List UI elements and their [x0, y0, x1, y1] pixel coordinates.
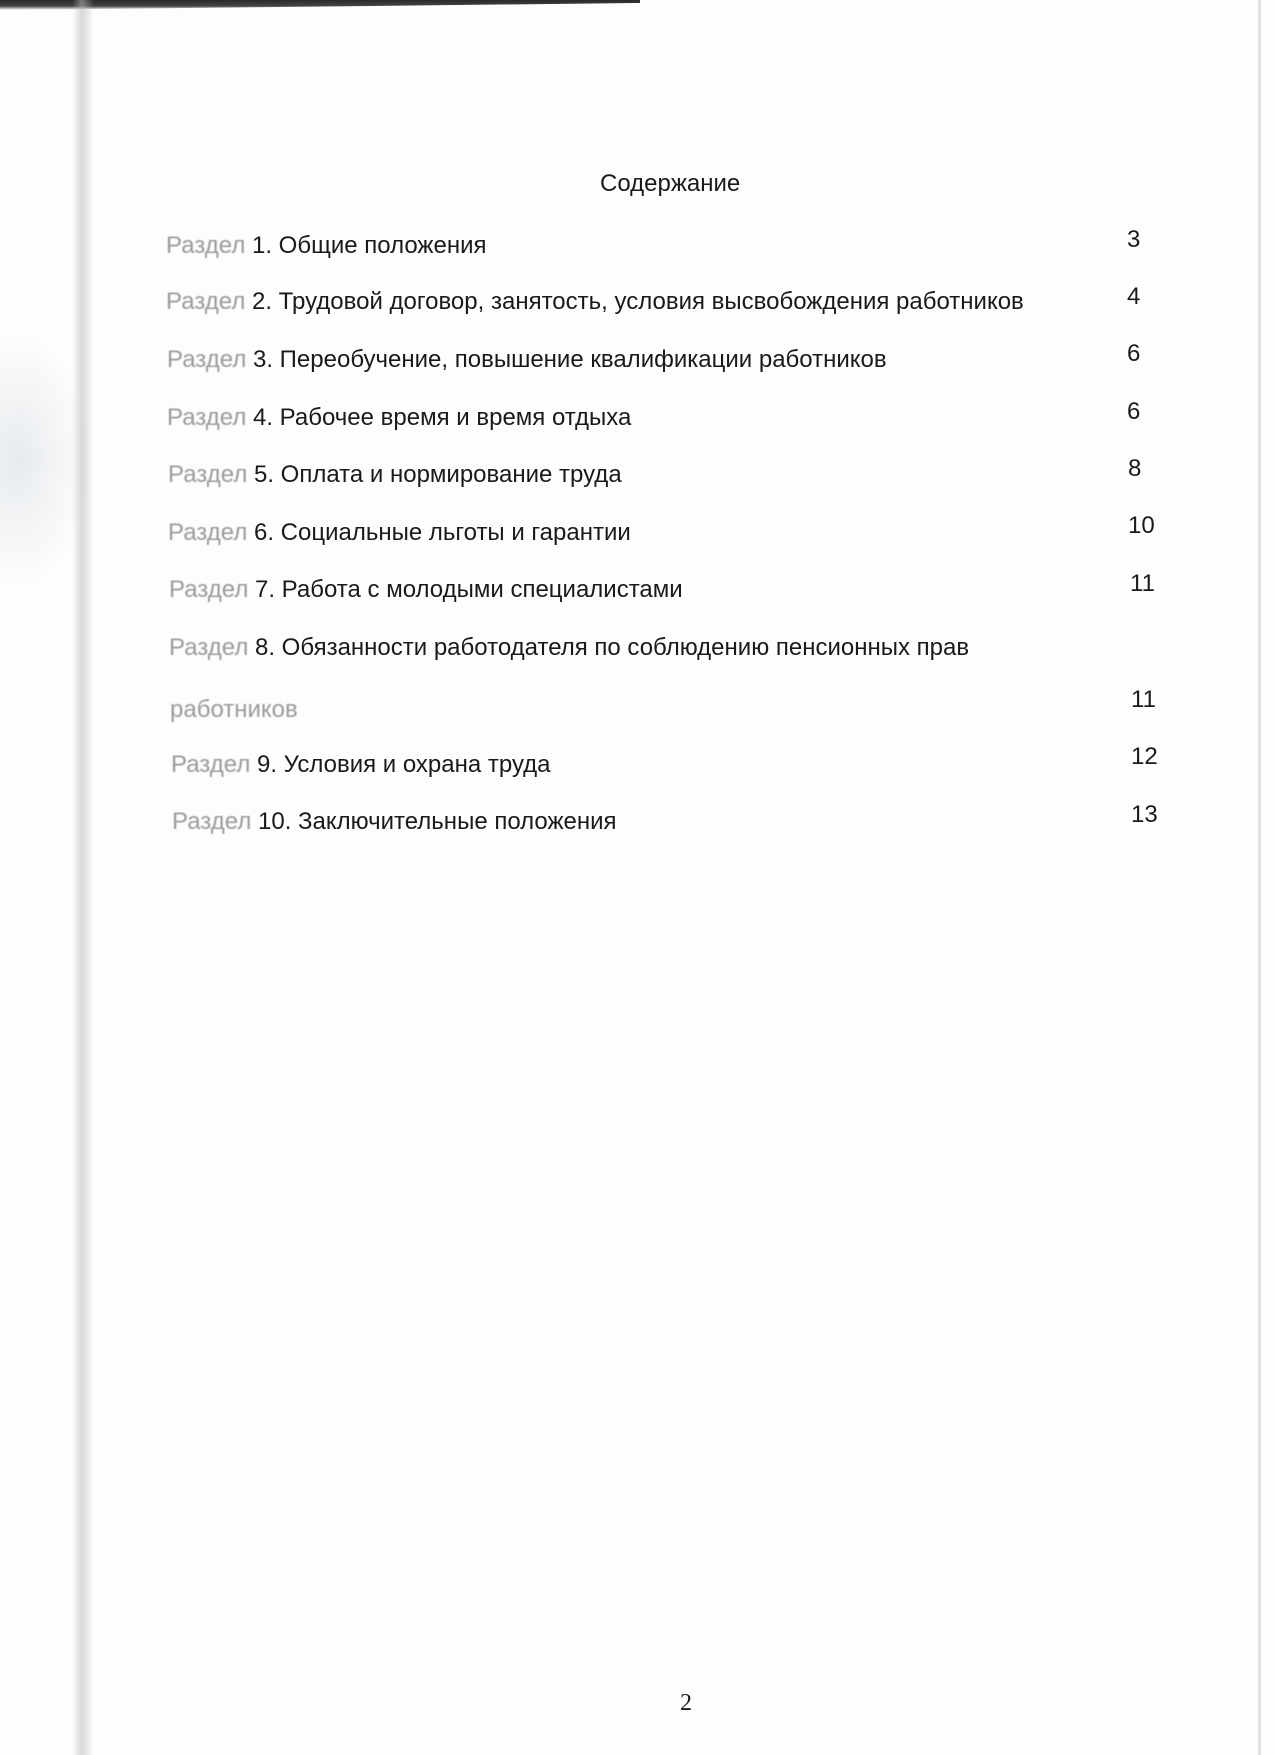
scan-blotch: [0, 330, 90, 590]
toc-entry-prefix: Раздел: [171, 751, 251, 778]
toc-entry: [170, 696, 298, 724]
toc-entry-text: 7. Работа с молодыми специалистами: [248, 576, 683, 603]
toc-entry-prefix: Раздел: [166, 232, 246, 259]
toc-entry: [169, 576, 683, 604]
toc-entry-prefix: Раздел: [172, 808, 252, 835]
toc-entry: [166, 232, 487, 260]
toc-entry-prefix: Раздел: [167, 404, 247, 431]
toc-entry-text: 1. Общие положения: [245, 232, 487, 259]
toc-entry-prefix: Раздел: [168, 519, 248, 546]
toc-entry: [171, 751, 551, 779]
toc-entry: [172, 808, 617, 836]
toc-title: Содержание: [600, 170, 741, 197]
toc-entry-page: 6: [1127, 340, 1141, 367]
toc-entry-page: 11: [1131, 686, 1156, 713]
toc-entry-page: 13: [1131, 801, 1158, 828]
page-number: 2: [680, 1690, 692, 1716]
toc-entry-text: 10. Заключительные положения: [251, 808, 617, 835]
toc-entry: [168, 461, 622, 489]
toc-entry-text: 8. Обязанности работодателя по соблюдению пенсионных прав: [248, 634, 970, 661]
toc-entry-text: 6. Социальные льготы и гарантии: [247, 519, 631, 546]
toc-entry-text: 9. Условия и охрана труда: [250, 751, 551, 778]
scan-binding-shadow: [72, 0, 94, 1755]
toc-entry-text: 2. Трудовой договор, занятость, условия высвобождения работников: [245, 288, 1024, 315]
toc-entry-text: 5. Оплата и нормирование труда: [247, 461, 622, 488]
toc-entry-page: 3: [1127, 226, 1141, 253]
toc-entry: [167, 346, 887, 374]
toc-entry-prefix: Раздел: [168, 461, 248, 488]
toc-entry-page: 6: [1127, 398, 1141, 425]
toc-entry-prefix: Раздел: [166, 288, 246, 315]
toc-entry-prefix: Раздел: [169, 576, 249, 603]
toc-entry-prefix: Раздел: [169, 634, 249, 661]
toc-entry-page: 11: [1130, 570, 1155, 597]
toc-entry-text: 4. Рабочее время и время отдыха: [246, 404, 632, 431]
toc-entry-page: 12: [1131, 743, 1158, 770]
toc-entry: [168, 519, 631, 547]
toc-entry-page: 4: [1127, 283, 1141, 310]
toc-entry-prefix: работников: [170, 696, 298, 723]
toc-entry-page: 8: [1128, 455, 1142, 482]
scan-edge-artifact: [0, 0, 640, 10]
toc-entry: [167, 404, 631, 432]
toc-entry-prefix: Раздел: [167, 346, 247, 373]
toc-entry: [166, 288, 1024, 316]
toc-entry-page: 10: [1128, 512, 1155, 539]
toc-entry-text: 3. Переобучение, повышение квалификации работников: [246, 346, 887, 373]
scan-edge-artifact: [1258, 0, 1261, 1755]
toc-entry: [169, 634, 969, 662]
